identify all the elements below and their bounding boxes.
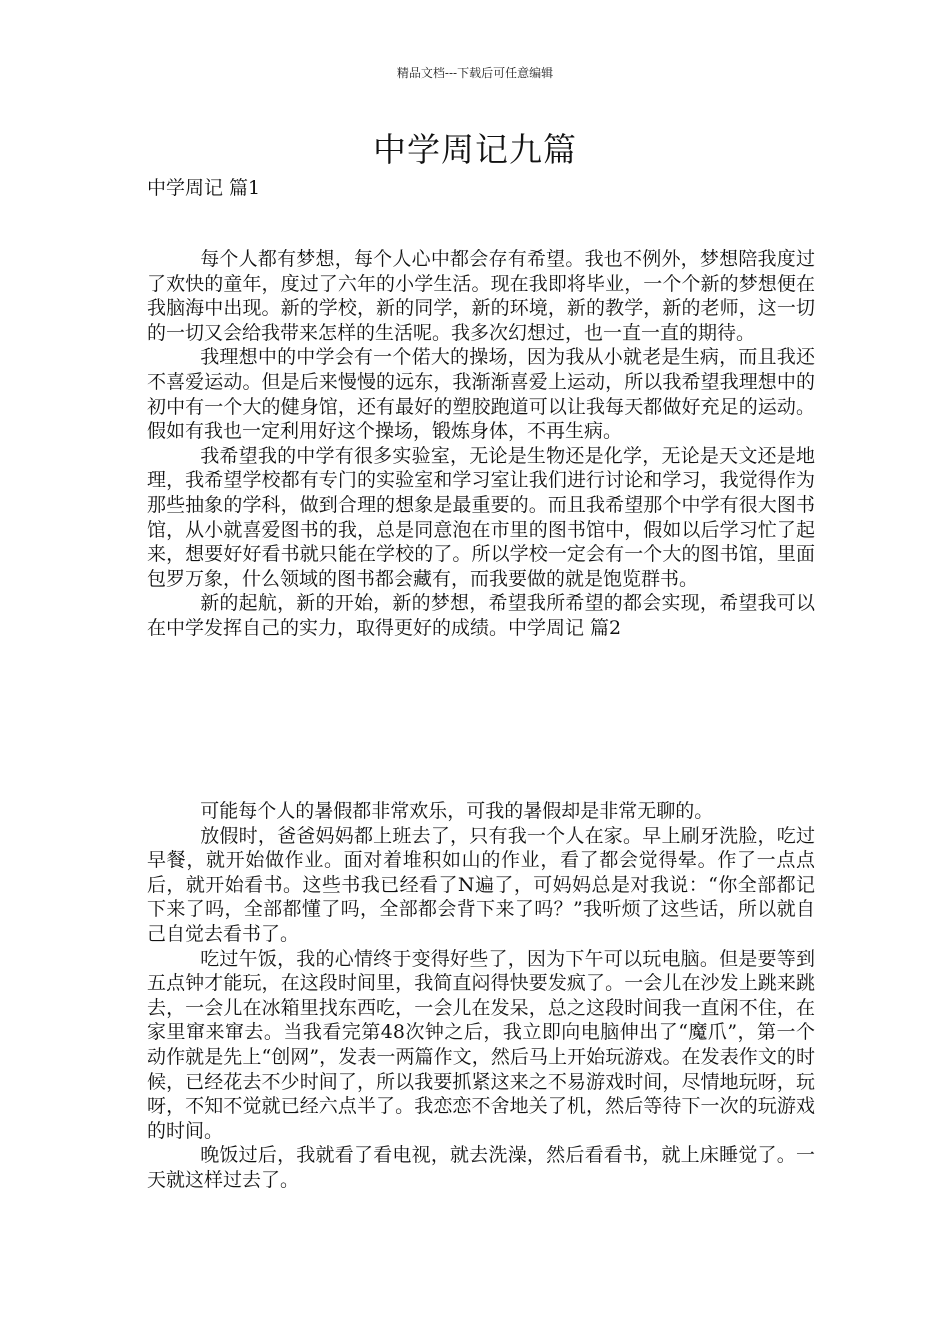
paragraph: 我希望我的中学有很多实验室，无论是生物还是化学，无论是天文还是地理，我希望学校都有专门的实验室和学习室让我们进行讨论和学习，我觉得作为那些抽象的学科，做到合理的想象是最重要的。而且我希望那个中学有很大图书馆，从小就喜爱图书的我，总是同意泡在市里的图书馆中，假如以后学习忙了起来，想要好好看书就只能在学校的了。所以学校一定会有一个大的图书馆，里面包罗万象，什么领域的图书都会藏有，而我要做的就是饱览群书。 [147,444,815,590]
paragraph: 放假时，爸爸妈妈都上班去了，只有我一个人在家。早上刷牙洗脸，吃过早餐，就开始做作业。面对着堆积如山的作业，看了都会觉得晕。作了一点点后，就开始看书。这些书我已经看了N遍了，可妈妈总是对我说：“你全部都记下来了吗，全部都懂了吗，全部都会背下来了吗？”我听烦了这些话，所以就自己自觉去看书了。 [147,824,815,945]
paragraph-with-next-heading [147,591,815,640]
document-title: 中学周记九篇 [373,130,577,169]
paragraph: 每个人都有梦想，每个人心中都会存有希望。我也不例外，梦想陪我度过了欢快的童年，度过了六年的小学生活。现在我即将毕业，一个个新的梦想便在我脑海中出现。新的学校，新的同学，新的环境，新的教学，新的老师，这一切的一切又会给我带来怎样的生活呢。我多次幻想过，也一直一直的期待。 [147,248,815,344]
header-note: 精品文档---下载后可任意编辑 [396,66,554,80]
section-1-body [147,247,815,641]
section-heading-2: 中学周记 篇2 [508,616,622,639]
paragraph: 可能每个人的暑假都非常欢乐，可我的暑假却是非常无聊的。 [200,800,714,822]
paragraph: 我理想中的中学会有一个偌大的操场，因为我从小就老是生病，而且我还不喜爱运动。但是后来慢慢的远东，我渐渐喜爱上运动，所以我希望我理想中的初中有一个大的健身馆，还有最好的塑胶跑道可以让我每天都做好充足的运动。假如有我也一定利用好这个操场，锻炼身体，不再生病。 [147,346,815,443]
paragraph: 吃过午饭，我的心情终于变得好些了，因为下午可以玩电脑。但是要等到五点钟才能玩，在这段时间里，我简直闷得快要发疯了。一会儿在沙发上跳来跳去，一会儿在冰箱里找东西吃，一会儿在发呆，总之这段时间我一直闲不住，在家里窜来窜去。当我看完第48次钟之后，我立即向电脑伸出了“魔爪”，第一个动作就是先上“创网”，发表一两篇作文，然后马上开始玩游戏。在发表作文的时候，已经花去不少时间了，所以我要抓紧这来之不易游戏时间，尽情地玩呀，玩呀，不知不觉就已经六点半了。我恋恋不舍地关了机，然后等待下一次的玩游戏的时间。 [147,947,815,1142]
paragraph: 晚饭过后，我就看了看电视，就去洗澡，然后看看书，就上床睡觉了。一天就这样过去了。 [147,1144,815,1191]
paragraph-text: 新的起航，新的开始，新的梦想，希望我所希望的都会实现，希望我可以在中学发挥自己的实力，取得更好的成绩。 [147,592,815,639]
section-2-body [147,799,815,1193]
section-heading-1: 中学周记 篇1 [147,177,261,199]
